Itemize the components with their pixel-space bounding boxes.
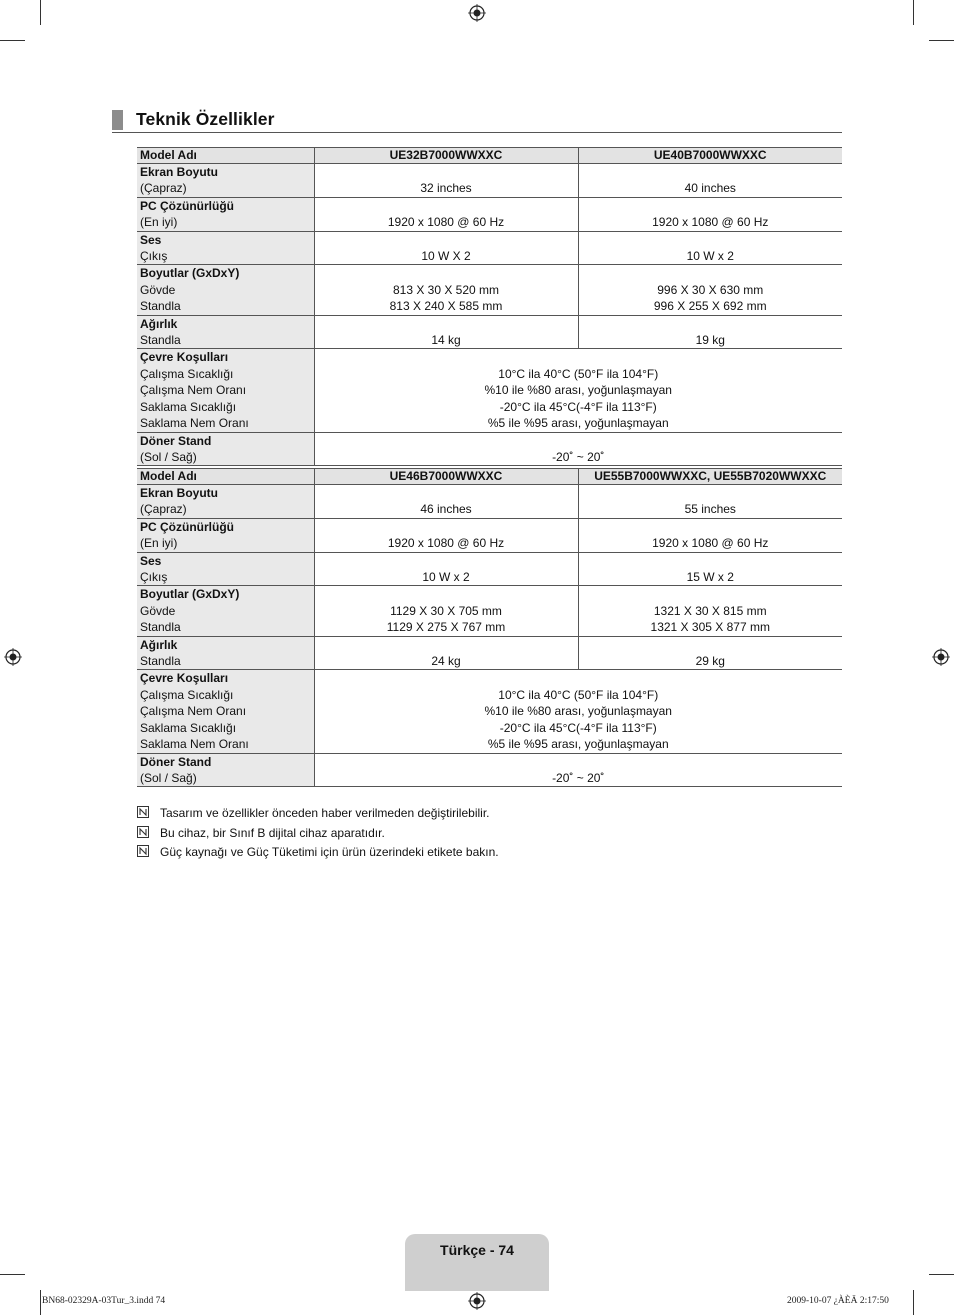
value-cell: [314, 518, 578, 552]
row-label: [137, 349, 314, 432]
row-sublabel: Standla: [140, 620, 181, 635]
row-sublabel: Gövde: [140, 603, 176, 618]
slug-timestamp: 2009-10-07 ¿ÀÈÄ 2:17:50: [787, 1296, 889, 1306]
row-sublabel: Çıkış: [140, 570, 168, 585]
table-row: [137, 518, 842, 552]
row-sublabel: (Sol / Sağ): [140, 449, 197, 464]
row-label: [137, 485, 314, 519]
row-label: [137, 586, 314, 636]
row-title: Çevre Koşulları: [140, 350, 229, 365]
crop-mark: [0, 40, 25, 41]
heading-bar: [112, 110, 123, 130]
table-row: [137, 636, 842, 670]
value-cell: [314, 265, 578, 315]
merged-cell: [314, 753, 842, 787]
table-row: [137, 315, 842, 349]
row-title: PC Çözünürlüğü: [140, 198, 234, 213]
table-row: [137, 586, 842, 636]
row-sublabel: Standla: [140, 654, 181, 669]
note-text: Güç kaynağı ve Güç Tüketimi için ürün üzerindeki etikete bakın.: [160, 845, 499, 859]
note-text: Tasarım ve özellikler önceden haber verilmeden değiştirilebilir.: [160, 806, 490, 820]
row-sublabel: Gövde: [140, 282, 176, 297]
row-title: Döner Stand: [140, 754, 212, 769]
crop-mark: [0, 1274, 25, 1275]
header-model: UE55B7000WWXXC, UE55B7020WWXXC: [578, 469, 842, 485]
row-label: [137, 636, 314, 670]
cell-value: 813 X 240 X 585 mm: [389, 299, 503, 314]
cell-value: %10 ile %80 arası, yoğunlaşmayan: [484, 704, 672, 719]
cell-value: 1129 X 275 X 767 mm: [386, 620, 506, 635]
value-cell: [314, 636, 578, 670]
cell-value: 55 inches: [684, 502, 736, 517]
row-sublabel: Saklama Sıcaklığı: [140, 399, 237, 414]
value-cell: [314, 164, 578, 198]
table-header-row: [137, 469, 842, 485]
crop-mark: [40, 1290, 41, 1315]
row-label: [137, 670, 314, 753]
table-row: [137, 485, 842, 519]
row-label: [137, 164, 314, 198]
row-sublabel: Saklama Nem Oranı: [140, 737, 249, 752]
row-sublabel: (En iyi): [140, 536, 178, 551]
cell-value: %5 ile %95 arası, yoğunlaşmayan: [487, 416, 669, 431]
value-cell: [578, 265, 842, 315]
registration-mark-icon: [4, 648, 22, 666]
table-row: [137, 231, 842, 265]
crop-mark: [40, 0, 41, 25]
cell-value: 10 W x 2: [422, 570, 470, 585]
row-title: Ekran Boyutu: [140, 165, 219, 179]
row-title: Döner Stand: [140, 433, 212, 448]
registration-mark-icon: [468, 1292, 486, 1310]
value-cell: [314, 197, 578, 231]
cell-value: 29 kg: [695, 654, 725, 669]
table-row: [137, 164, 842, 198]
table-row: [137, 670, 842, 753]
row-label: [137, 753, 314, 787]
row-title: Ağırlık: [140, 316, 178, 331]
header-model: UE32B7000WWXXC: [314, 148, 578, 164]
table-row: [137, 432, 842, 466]
table-row: [137, 349, 842, 432]
row-title: PC Çözünürlüğü: [140, 519, 234, 534]
row-title: Ses: [140, 232, 162, 247]
cell-value: 10°C ila 40°C (50°F ila 104°F): [498, 687, 659, 702]
value-cell: [314, 485, 578, 519]
row-label: [137, 552, 314, 586]
row-sublabel: Standla: [140, 299, 181, 314]
row-sublabel: Çıkış: [140, 249, 168, 264]
cell-value: 10 W X 2: [421, 249, 471, 264]
header-label: Model Adı: [137, 469, 314, 485]
row-title: Ekran Boyutu: [140, 486, 219, 500]
merged-cell: [314, 432, 842, 466]
table-row: [137, 753, 842, 787]
row-sublabel: Çalışma Sıcaklığı: [140, 687, 234, 702]
row-sublabel: Çalışma Nem Oranı: [140, 383, 247, 398]
cell-value: 1129 X 30 X 705 mm: [390, 603, 502, 618]
cell-value: 1920 x 1080 @ 60 Hz: [387, 215, 505, 230]
value-cell: [578, 485, 842, 519]
value-cell: [314, 315, 578, 349]
spec-table-2: [137, 468, 842, 787]
row-label: [137, 231, 314, 265]
cell-value: 1920 x 1080 @ 60 Hz: [652, 215, 769, 230]
cell-value: %10 ile %80 arası, yoğunlaşmayan: [484, 383, 672, 398]
cell-value: 996 X 30 X 630 mm: [657, 282, 764, 297]
page-number-tab: [405, 1234, 549, 1291]
row-sublabel: Çalışma Nem Oranı: [140, 704, 247, 719]
value-cell: [314, 231, 578, 265]
cell-value: 996 X 255 X 692 mm: [653, 299, 767, 314]
row-sublabel: Çalışma Sıcaklığı: [140, 366, 234, 381]
value-cell: [578, 315, 842, 349]
registration-mark-icon: [932, 648, 950, 666]
value-cell: [578, 586, 842, 636]
row-title: Boyutlar (GxDxY): [140, 266, 240, 281]
cell-value: 10°C ila 40°C (50°F ila 104°F): [498, 366, 659, 381]
row-title: Çevre Koşulları: [140, 671, 229, 686]
cell-value: 1321 X 30 X 815 mm: [653, 603, 767, 618]
table-header-row: [137, 148, 842, 164]
table-row: [137, 265, 842, 315]
registration-mark-icon: [468, 4, 486, 22]
value-cell: [578, 197, 842, 231]
header-model: UE46B7000WWXXC: [314, 469, 578, 485]
cell-value: -20°C ila 45°C(-4°F ila 113°F): [499, 720, 657, 735]
row-label: [137, 315, 314, 349]
table-row: [137, 197, 842, 231]
value-cell: [578, 636, 842, 670]
value-cell: [314, 552, 578, 586]
value-cell: [578, 552, 842, 586]
section-heading: [112, 108, 842, 133]
row-title: Boyutlar (GxDxY): [140, 587, 240, 602]
row-sublabel: Saklama Sıcaklığı: [140, 720, 237, 735]
cell-value: 1920 x 1080 @ 60 Hz: [652, 536, 769, 551]
cell-value: 46 inches: [420, 502, 472, 517]
value-cell: [314, 586, 578, 636]
header-model: UE40B7000WWXXC: [578, 148, 842, 164]
row-label: [137, 518, 314, 552]
slug-file-info: BN68-02329A-03Tur_3.indd 74: [42, 1296, 166, 1306]
crop-mark: [929, 1274, 954, 1275]
spec-table-1: [137, 147, 842, 466]
row-title: Ses: [140, 553, 162, 568]
cell-value: -20˚ ~ 20˚: [552, 770, 605, 785]
value-cell: [578, 164, 842, 198]
row-sublabel: (Çapraz): [140, 181, 187, 196]
row-label: [137, 432, 314, 466]
page-title: Teknik Özellikler: [136, 109, 275, 129]
merged-cell: [314, 349, 842, 432]
note-icon: [137, 826, 149, 838]
crop-mark: [913, 0, 914, 25]
cell-value: 1920 x 1080 @ 60 Hz: [387, 536, 505, 551]
cell-value: 10 W x 2: [686, 249, 734, 264]
cell-value: 32 inches: [420, 181, 472, 196]
note-icon: [137, 845, 149, 857]
row-sublabel: (Çapraz): [140, 502, 187, 517]
cell-value: %5 ile %95 arası, yoğunlaşmayan: [487, 737, 669, 752]
cell-value: -20˚ ~ 20˚: [552, 449, 605, 464]
page-number: Türkçe - 74: [440, 1242, 514, 1258]
row-sublabel: Standla: [140, 333, 181, 348]
value-cell: [578, 231, 842, 265]
value-cell: [578, 518, 842, 552]
note-icon: [137, 806, 149, 818]
merged-cell: [314, 670, 842, 753]
note-text: Bu cihaz, bir Sınıf B dijital cihaz aparatıdır.: [160, 825, 385, 840]
cell-value: -20°C ila 45°C(-4°F ila 113°F): [499, 399, 657, 414]
crop-mark: [929, 40, 954, 41]
row-sublabel: (En iyi): [140, 215, 178, 230]
cell-value: 1321 X 305 X 877 mm: [650, 620, 770, 635]
cell-value: 14 kg: [431, 333, 461, 348]
cell-value: 40 inches: [684, 181, 736, 196]
row-title: Ağırlık: [140, 637, 178, 652]
crop-mark: [913, 1290, 914, 1315]
cell-value: 19 kg: [695, 333, 725, 348]
row-sublabel: (Sol / Sağ): [140, 770, 197, 785]
row-label: [137, 197, 314, 231]
table-row: [137, 552, 842, 586]
cell-value: 15 W x 2: [686, 570, 734, 585]
cell-value: 24 kg: [431, 654, 461, 669]
header-label: Model Adı: [137, 148, 314, 164]
row-label: [137, 265, 314, 315]
cell-value: 813 X 30 X 520 mm: [392, 282, 500, 297]
row-sublabel: Saklama Nem Oranı: [140, 416, 249, 431]
